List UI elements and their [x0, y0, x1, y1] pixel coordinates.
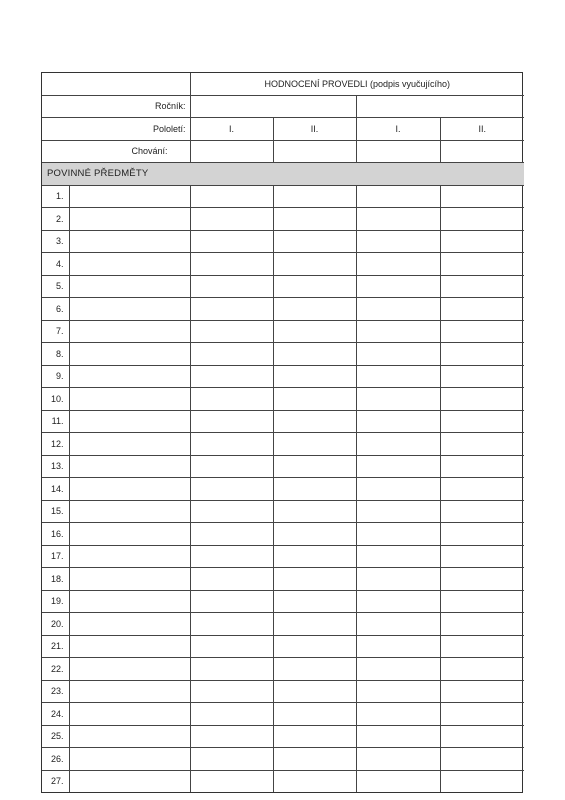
pololeti-4: II. [440, 118, 524, 141]
row-number: 22. [42, 658, 69, 681]
subject-row [42, 658, 524, 681]
grade-cell[interactable] [440, 478, 524, 501]
grade-cell[interactable] [190, 658, 273, 681]
grade-cell[interactable] [190, 253, 273, 276]
grade-cell[interactable] [190, 748, 273, 771]
grade-cell[interactable] [356, 748, 440, 771]
rocnik-label: Ročník: [42, 95, 190, 118]
subject-name-cell[interactable] [69, 703, 190, 726]
row-number: 25. [42, 725, 69, 748]
row-number: 20. [42, 613, 69, 636]
grade-cell[interactable] [190, 275, 273, 298]
row-number: 26. [42, 748, 69, 771]
subject-name-cell[interactable] [69, 590, 190, 613]
grade-cell[interactable] [190, 725, 273, 748]
grade-cell[interactable] [440, 725, 524, 748]
grade-cell[interactable] [356, 703, 440, 726]
subject-row [42, 343, 524, 366]
grade-cell[interactable] [273, 388, 356, 411]
row-number: 17. [42, 545, 69, 568]
row-number: 23. [42, 680, 69, 703]
row-number: 14. [42, 478, 69, 501]
grade-cell[interactable] [273, 545, 356, 568]
chovani-cell-3[interactable] [356, 140, 440, 163]
grade-cell[interactable] [190, 478, 273, 501]
grade-cell[interactable] [356, 185, 440, 208]
subject-row [42, 500, 524, 523]
grade-cell[interactable] [190, 635, 273, 658]
subject-row [42, 298, 524, 321]
grade-cell[interactable] [440, 320, 524, 343]
grade-cell[interactable] [440, 523, 524, 546]
subject-name-cell[interactable] [69, 433, 190, 456]
grade-cell[interactable] [190, 410, 273, 433]
grade-cell[interactable] [440, 230, 524, 253]
grade-cell[interactable] [440, 410, 524, 433]
grade-cell[interactable] [273, 343, 356, 366]
subject-row [42, 523, 524, 546]
grade-cell[interactable] [440, 185, 524, 208]
pololeti-2: II. [273, 118, 356, 141]
grade-cell[interactable] [190, 770, 273, 792]
grade-cell[interactable] [440, 298, 524, 321]
rocnik-cell-2[interactable] [356, 95, 524, 118]
subject-name-cell[interactable] [69, 523, 190, 546]
chovani-cell-2[interactable] [273, 140, 356, 163]
grade-cell[interactable] [440, 455, 524, 478]
chovani-cell-4[interactable] [440, 140, 524, 163]
grade-cell[interactable] [273, 433, 356, 456]
row-number: 27. [42, 770, 69, 792]
chovani-cell-1[interactable] [190, 140, 273, 163]
subject-row [42, 320, 524, 343]
grade-cell[interactable] [273, 635, 356, 658]
subject-row [42, 590, 524, 613]
grade-cell[interactable] [190, 523, 273, 546]
grade-cell[interactable] [190, 545, 273, 568]
grade-cell[interactable] [356, 523, 440, 546]
subject-row [42, 635, 524, 658]
grade-cell[interactable] [273, 703, 356, 726]
subject-row [42, 253, 524, 276]
row-number: 18. [42, 568, 69, 591]
grade-cell[interactable] [356, 590, 440, 613]
grade-cell[interactable] [440, 613, 524, 636]
grade-cell[interactable] [273, 230, 356, 253]
header-row-hodnoceni [42, 73, 524, 95]
grade-cell[interactable] [273, 455, 356, 478]
grade-cell[interactable] [356, 568, 440, 591]
grade-cell[interactable] [440, 703, 524, 726]
grade-cell[interactable] [273, 410, 356, 433]
grade-cell[interactable] [273, 658, 356, 681]
grade-cell[interactable] [356, 433, 440, 456]
subject-row [42, 748, 524, 771]
subject-name-cell[interactable] [69, 455, 190, 478]
section-row [42, 163, 524, 186]
grade-cell[interactable] [356, 298, 440, 321]
grade-cell[interactable] [440, 635, 524, 658]
grade-cell[interactable] [440, 748, 524, 771]
grade-cell[interactable] [440, 590, 524, 613]
subject-name-cell[interactable] [69, 478, 190, 501]
row-number: 11. [42, 410, 69, 433]
section-title: POVINNÉ PŘEDMĚTY [42, 163, 524, 186]
grade-cell[interactable] [356, 253, 440, 276]
grade-cell[interactable] [273, 253, 356, 276]
row-number: 7. [42, 320, 69, 343]
subject-name-cell[interactable] [69, 253, 190, 276]
grade-cell[interactable] [190, 185, 273, 208]
grade-cell[interactable] [440, 680, 524, 703]
subject-name-cell[interactable] [69, 770, 190, 792]
row-number: 21. [42, 635, 69, 658]
subject-name-cell[interactable] [69, 185, 190, 208]
subject-row [42, 680, 524, 703]
pololeti-label: Pololetí: [42, 118, 190, 141]
pololeti-3: I. [356, 118, 440, 141]
subject-row [42, 770, 524, 792]
row-number: 3. [42, 230, 69, 253]
grade-cell[interactable] [440, 500, 524, 523]
grade-cell[interactable] [356, 680, 440, 703]
grade-cell[interactable] [273, 365, 356, 388]
subject-name-cell[interactable] [69, 725, 190, 748]
subject-name-cell[interactable] [69, 500, 190, 523]
grade-cell[interactable] [273, 748, 356, 771]
row-number: 1. [42, 185, 69, 208]
row-number: 9. [42, 365, 69, 388]
subject-name-cell[interactable] [69, 410, 190, 433]
grade-cell[interactable] [190, 500, 273, 523]
grade-cell[interactable] [356, 635, 440, 658]
grade-cell[interactable] [440, 365, 524, 388]
grade-cell[interactable] [273, 725, 356, 748]
row-number: 4. [42, 253, 69, 276]
subject-row [42, 455, 524, 478]
grade-cell[interactable] [356, 455, 440, 478]
grade-table [42, 73, 524, 792]
grade-cell[interactable] [273, 185, 356, 208]
grade-cell[interactable] [190, 365, 273, 388]
grade-cell[interactable] [190, 208, 273, 231]
grade-cell[interactable] [440, 433, 524, 456]
grade-cell[interactable] [440, 275, 524, 298]
pololeti-1: I. [190, 118, 273, 141]
subject-row [42, 703, 524, 726]
grade-cell[interactable] [190, 613, 273, 636]
grade-cell[interactable] [440, 658, 524, 681]
grade-cell[interactable] [356, 230, 440, 253]
row-number: 8. [42, 343, 69, 366]
grade-cell[interactable] [440, 343, 524, 366]
row-number: 5. [42, 275, 69, 298]
grade-cell[interactable] [356, 500, 440, 523]
grade-cell[interactable] [190, 680, 273, 703]
grade-cell[interactable] [273, 275, 356, 298]
grade-cell[interactable] [440, 568, 524, 591]
grade-cell[interactable] [190, 388, 273, 411]
grade-cell[interactable] [190, 568, 273, 591]
subject-name-cell[interactable] [69, 275, 190, 298]
grade-cell[interactable] [273, 478, 356, 501]
grade-cell[interactable] [356, 613, 440, 636]
grade-cell[interactable] [440, 253, 524, 276]
subject-row [42, 388, 524, 411]
row-number: 13. [42, 455, 69, 478]
grade-cell[interactable] [273, 770, 356, 792]
row-number: 24. [42, 703, 69, 726]
header-row-rocnik [42, 95, 524, 118]
header-row-pololeti [42, 118, 524, 141]
subject-row [42, 410, 524, 433]
grade-form [41, 72, 523, 793]
grade-cell[interactable] [273, 500, 356, 523]
subject-name-cell[interactable] [69, 298, 190, 321]
row-number: 12. [42, 433, 69, 456]
grade-cell[interactable] [190, 590, 273, 613]
grade-cell[interactable] [440, 770, 524, 792]
row-number: 10. [42, 388, 69, 411]
subject-name-cell[interactable] [69, 388, 190, 411]
row-number: 2. [42, 208, 69, 231]
grade-cell[interactable] [190, 703, 273, 726]
subject-name-cell[interactable] [69, 545, 190, 568]
grade-cell[interactable] [440, 388, 524, 411]
grade-cell[interactable] [356, 275, 440, 298]
subject-row [42, 613, 524, 636]
hodnoceni-heading: HODNOCENÍ PROVEDLI (podpis vyučujícího) [190, 73, 524, 95]
row-number: 16. [42, 523, 69, 546]
grade-cell[interactable] [356, 725, 440, 748]
grade-cell[interactable] [273, 680, 356, 703]
grade-cell[interactable] [190, 298, 273, 321]
grade-cell[interactable] [356, 478, 440, 501]
grade-cell[interactable] [273, 523, 356, 546]
grade-cell[interactable] [273, 298, 356, 321]
grade-cell[interactable] [273, 613, 356, 636]
grade-cell[interactable] [440, 545, 524, 568]
subject-name-cell[interactable] [69, 230, 190, 253]
grade-cell[interactable] [356, 545, 440, 568]
subject-row [42, 230, 524, 253]
grade-cell[interactable] [356, 770, 440, 792]
subject-row [42, 568, 524, 591]
grade-cell[interactable] [273, 208, 356, 231]
subject-row [42, 208, 524, 231]
grade-cell[interactable] [273, 568, 356, 591]
grade-cell[interactable] [356, 208, 440, 231]
subject-name-cell[interactable] [69, 208, 190, 231]
subject-row [42, 433, 524, 456]
subject-name-cell[interactable] [69, 635, 190, 658]
grade-cell[interactable] [356, 365, 440, 388]
grade-cell[interactable] [190, 343, 273, 366]
chovani-label: Chování: [42, 140, 190, 163]
subject-name-cell[interactable] [69, 320, 190, 343]
grade-cell[interactable] [190, 433, 273, 456]
subject-name-cell[interactable] [69, 658, 190, 681]
header-row-chovani [42, 140, 524, 163]
subject-name-cell[interactable] [69, 748, 190, 771]
grade-cell[interactable] [190, 320, 273, 343]
grade-cell[interactable] [440, 208, 524, 231]
grade-cell[interactable] [190, 455, 273, 478]
grade-cell[interactable] [273, 320, 356, 343]
subject-name-cell[interactable] [69, 343, 190, 366]
row-number: 15. [42, 500, 69, 523]
subject-row [42, 185, 524, 208]
grade-cell[interactable] [190, 230, 273, 253]
grade-cell[interactable] [356, 410, 440, 433]
subject-row [42, 275, 524, 298]
header-empty-cell [42, 73, 190, 95]
subject-row [42, 725, 524, 748]
grade-cell[interactable] [356, 320, 440, 343]
grade-cell[interactable] [356, 388, 440, 411]
subject-name-cell[interactable] [69, 680, 190, 703]
subject-row [42, 478, 524, 501]
row-number: 6. [42, 298, 69, 321]
subject-row [42, 545, 524, 568]
row-number: 19. [42, 590, 69, 613]
subject-name-cell[interactable] [69, 613, 190, 636]
subject-row [42, 365, 524, 388]
grade-cell[interactable] [273, 590, 356, 613]
subject-name-cell[interactable] [69, 568, 190, 591]
grade-cell[interactable] [356, 343, 440, 366]
grade-cell[interactable] [356, 658, 440, 681]
subject-name-cell[interactable] [69, 365, 190, 388]
rocnik-cell-1[interactable] [190, 95, 356, 118]
